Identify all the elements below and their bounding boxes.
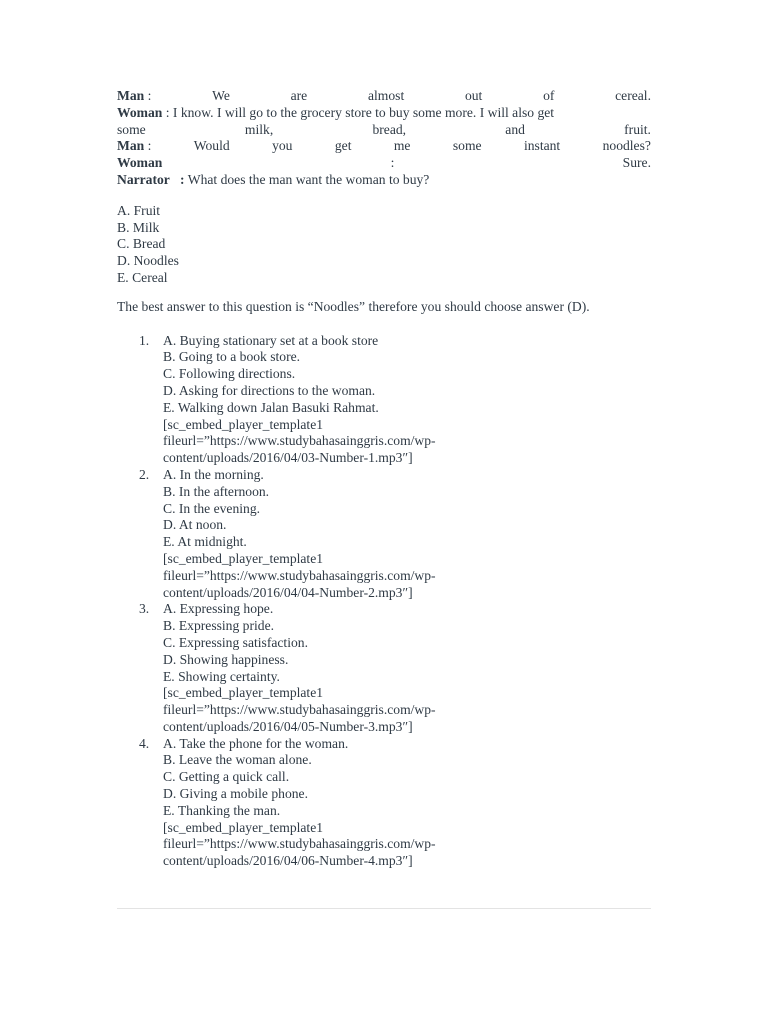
divider	[117, 908, 651, 909]
speaker-name: Man	[117, 138, 145, 154]
speaker-name: Narrator	[117, 171, 170, 187]
audio-shortcode: [sc_embed_player_template1	[163, 550, 324, 566]
speaker-colon: :	[180, 171, 185, 187]
answer-option: C. In the evening.	[163, 500, 261, 516]
answer-option: D. At noon.	[163, 517, 227, 533]
answer-option: D. Showing happiness.	[163, 651, 289, 667]
option-item: B. Milk	[117, 219, 160, 235]
audio-shortcode: fileurl=”https://www.studybahasainggris.com/wp-	[163, 702, 436, 718]
audio-shortcode: content/uploads/2016/04/05-Number-3.mp3″]	[163, 718, 413, 734]
explanation-paragraph: The best answer to this question is “Noodles” therefore you should choose answer (D).	[117, 298, 590, 314]
option-item: E. Cereal	[117, 269, 168, 285]
dialogue-line-narrator	[117, 172, 651, 189]
audio-shortcode: [sc_embed_player_template1	[163, 819, 324, 835]
answer-option: C. Expressing satisfaction.	[163, 634, 308, 650]
audio-shortcode: fileurl=”https://www.studybahasainggris.com/wp-	[163, 567, 436, 583]
dialogue-line-man-1	[117, 88, 651, 105]
speaker-name: Woman	[117, 155, 163, 171]
speaker-name: Man	[117, 88, 145, 103]
answer-option: A. Expressing hope.	[163, 601, 274, 617]
dialogue-text: : I know. I will go to the grocery store to buy some more. I will also get	[165, 104, 555, 120]
dialogue-line-woman-1-cont	[117, 122, 651, 139]
dialogue-word: We	[212, 88, 230, 103]
answer-option: C. Getting a quick call.	[163, 769, 290, 785]
answer-option: D. Asking for directions to the woman.	[163, 382, 376, 398]
dialogue-word: Sure.	[622, 155, 651, 171]
dialogue-word: milk,	[244, 121, 274, 137]
dialogue-line-man-2	[117, 138, 651, 155]
dialogue-word: get	[334, 138, 352, 154]
option-item: D. Noodles	[117, 253, 179, 269]
answer-option: E. Thanking the man.	[163, 802, 281, 818]
question-item	[117, 467, 651, 601]
answer-option: C. Following directions.	[163, 366, 296, 382]
dialogue-word: and	[505, 121, 525, 137]
answer-option: B. Expressing pride.	[163, 618, 275, 634]
question-item	[117, 736, 651, 870]
speaker-colon: :	[390, 155, 395, 171]
document-content	[117, 88, 651, 884]
dialogue-line-woman-2	[117, 155, 651, 172]
dialogue-word: some	[452, 138, 482, 154]
audio-shortcode: [sc_embed_player_template1	[163, 416, 324, 432]
audio-shortcode: content/uploads/2016/04/06-Number-4.mp3″]	[163, 853, 413, 869]
answer-option: B. Going to a book store.	[163, 349, 301, 365]
audio-shortcode: content/uploads/2016/04/03-Number-1.mp3″]	[163, 450, 413, 466]
dialogue-word: fruit.	[624, 121, 651, 137]
question-number: 2.	[139, 466, 150, 482]
dialogue-word: Would	[193, 138, 230, 154]
example-options	[117, 203, 651, 287]
speaker-colon: :	[147, 138, 152, 154]
dialogue-word: out	[464, 88, 483, 103]
question-list	[117, 333, 651, 871]
answer-option: D. Giving a mobile phone.	[163, 786, 308, 802]
speaker-label	[117, 138, 151, 155]
dialogue-word: bread,	[372, 121, 407, 137]
audio-shortcode: fileurl=”https://www.studybahasainggris.com/wp-	[163, 836, 436, 852]
question-number: 4.	[139, 735, 150, 751]
question-number: 1.	[139, 332, 150, 348]
option-item: C. Bread	[117, 236, 166, 252]
dialogue-word: instant	[523, 138, 561, 154]
speaker-label	[117, 88, 151, 105]
answer-option: B. Leave the woman alone.	[163, 752, 312, 768]
speaker-name: Woman	[117, 104, 163, 120]
audio-shortcode: [sc_embed_player_template1	[163, 685, 324, 701]
dialogue-word: cereal.	[615, 88, 651, 103]
dialogue-text: What does the man want the woman to buy?	[187, 171, 430, 187]
dialogue-word: noodles?	[602, 138, 651, 154]
option-item: A. Fruit	[117, 202, 161, 218]
dialogue-word: almost	[367, 88, 405, 103]
question-item	[117, 601, 651, 735]
answer-option: A. Buying stationary set at a book store	[163, 332, 379, 348]
answer-option: E. Walking down Jalan Basuki Rahmat.	[163, 399, 379, 415]
audio-shortcode: content/uploads/2016/04/04-Number-2.mp3″]	[163, 584, 413, 600]
speaker-colon: :	[147, 88, 152, 103]
answer-option: A. Take the phone for the woman.	[163, 735, 349, 751]
dialogue-word: some	[117, 121, 146, 137]
dialogue-line-woman-1	[117, 105, 651, 122]
question-item	[117, 333, 651, 467]
audio-shortcode: fileurl=”https://www.studybahasainggris.com/wp-	[163, 433, 436, 449]
answer-option: E. At midnight.	[163, 534, 247, 550]
dialogue-word: you	[272, 138, 293, 154]
dialogue-word: me	[393, 138, 411, 154]
answer-option: E. Showing certainty.	[163, 668, 280, 684]
question-number: 3.	[139, 601, 150, 617]
answer-option: B. In the afternoon.	[163, 483, 270, 499]
answer-option: A. In the morning.	[163, 466, 264, 482]
dialogue-word: of	[543, 88, 555, 103]
dialogue	[117, 88, 651, 189]
dialogue-word: are	[290, 88, 308, 103]
